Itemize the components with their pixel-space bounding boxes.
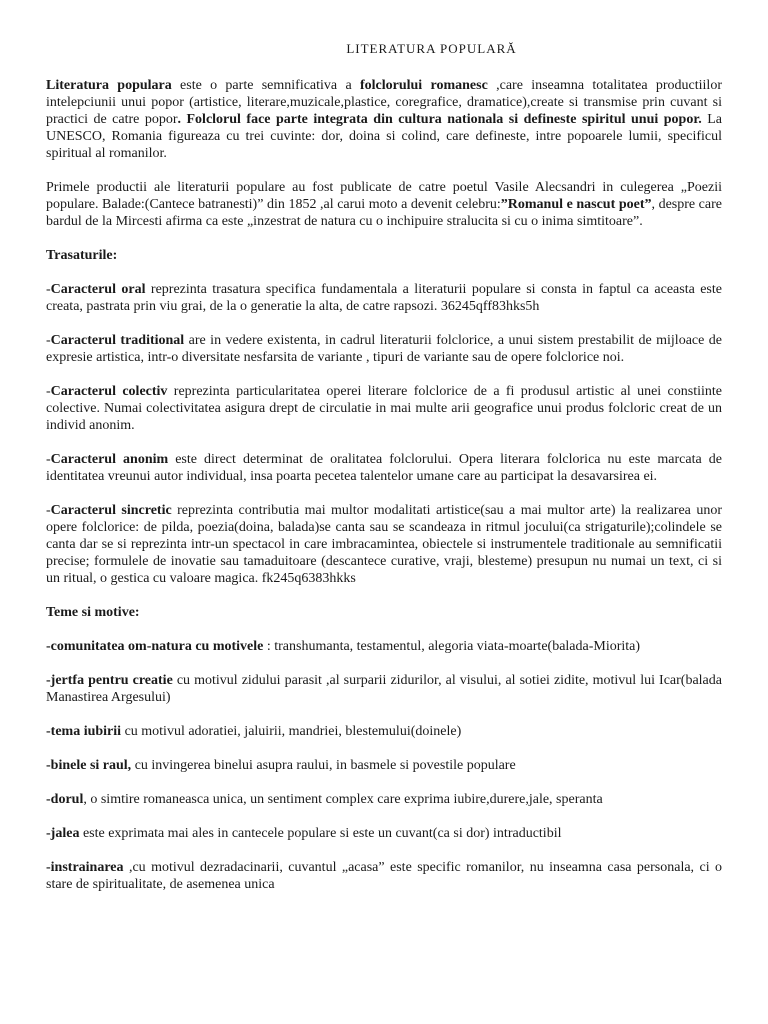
theme-item: -comunitatea om-natura cu motivele : transhumanta, testamentul, alegoria viata-moarte(balada-Miorita)	[46, 639, 641, 654]
theme-text: cu motivul zidului parasit ,al surparii zidurilor, al visului, al sotiei zidite, motivul lui Icar(balada Manastirea Argesului)	[46, 673, 722, 705]
page-title: LITERATURA POPULARĂ	[346, 41, 517, 56]
theme-text: : transhumanta, testamentul, alegoria viata-moarte(balada-Miorita)	[263, 639, 641, 654]
trait-item: -Caracterul colectiv reprezinta particularitatea operei literare folclorice de a fi produsul artistic al unei constiinte colective. Numai colectivitatea asigura drept de circulatie in mai multe arii geografice unui produs folcloric creat de un individ anonim.	[46, 384, 722, 433]
trait-label: Caracterul traditional	[50, 333, 185, 348]
themes-heading-text: Teme si motive:	[46, 605, 140, 620]
traits-heading-text: Trasaturile:	[46, 248, 118, 263]
theme-text: cu motivul adoratiei, jaluirii, mandriei, blestemului(doinele)	[121, 724, 462, 739]
theme-label: jalea	[50, 826, 80, 841]
trait-text: are in vedere existenta, in cadrul literaturii folclorice, a unui sistem prestabilit de mijloace de expresie artistica, intr-o diversitate nesfarsita de variante , tipuri de variante sau de opere folclorice noi.	[46, 333, 722, 365]
themes-heading	[46, 604, 722, 621]
theme-label: jertfa pentru creatie	[50, 673, 173, 688]
theme-text: cu invingerea binelui asupra raului, in basmele si povestile populare	[131, 758, 516, 773]
theme-item: -instrainarea ,cu motivul dezradacinarii, cuvantul „acasa” este specific romanilor, nu inseamna casa personala, ci o stare de spiritualitate, de asemenea unica	[46, 860, 722, 892]
intro-text-1: este o parte semnificativa a	[171, 78, 360, 93]
theme-item: -dorul, o simtire romaneasca unica, un sentiment complex care exprima iubire,durere,jale, speranta	[46, 792, 603, 807]
intro-bold-3: . Folclorul face parte integrata din cultura nationala si defineste spiritul unui popor.	[177, 112, 702, 127]
theme-label: comunitatea om-natura cu motivele	[50, 639, 264, 654]
trait-text: reprezinta particularitatea operei literare folclorice de a fi produsul artistic al unei constiinte colective. Numai colectivitatea asigura drept de circulatie in mai multe arii geografice unui produs folcloric creat de un individ anonim.	[46, 384, 722, 433]
theme-text: , o simtire romaneasca unica, un sentiment complex care exprima iubire,durere,jale, speranta	[83, 792, 603, 807]
intro-text-3: La UNESCO, Romania figureaza cu trei cuvinte: dor, doina si colind, care defineste, intre popoarele lumii, specificul spiritual al romanilor.	[46, 112, 723, 161]
theme-item: -jertfa pentru creatie cu motivul zidului parasit ,al surparii zidurilor, al visului, al sotiei zidite, motivul lui Icar(balada Manastirea Argesului)	[46, 673, 722, 705]
trait-label: Caracterul anonim	[50, 452, 169, 467]
theme-text: este exprimata mai ales in cantecele populare si este un cuvant(ca si dor) intraductibil	[79, 826, 562, 841]
alecsandri-paragraph	[46, 179, 722, 230]
trait-item: -Caracterul sincretic reprezinta contributia mai multor modalitati artistice(sau a mai multor arte) la realizarea unor opere folclorice: de pilda, poezia(doina, balada)se canta sau se scandeaza in ritmul jocului(ca strigaturile);colindele se canta dar se si reprezinta intr-un spectacol in care imbracamintea, obiectele si instrumentele traditionale au semnificatii precise; formulele de inovatie sau tamaduitoare (descantece curative, vraji, blesteme) presupun nu numai un text, ci si un ritual, o gestica cu valoare magica. fk245q6383hkks	[46, 503, 722, 586]
theme-item: -binele si raul, cu invingerea binelui asupra raului, in basmele si povestile populare	[46, 758, 516, 773]
trait-item: -Caracterul anonim este direct determinat de oralitatea folclorului. Opera literara folclorica nu este marcata de identitatea vreunui autor individual, insa poarta pecetea talentelor umane care au participat la desavarsirea ei.	[46, 452, 722, 484]
theme-text: ,cu motivul dezradacinarii, cuvantul „acasa” este specific romanilor, nu inseamna casa personala, ci o stare de spiritualitate, de asemenea unica	[46, 860, 722, 892]
theme-item: -tema iubirii cu motivul adoratiei, jaluirii, mandriei, blestemului(doinele)	[46, 724, 462, 739]
theme-label: binele si raul,	[50, 758, 132, 773]
intro-bold-2: folclorului romanesc	[359, 78, 488, 93]
trait-text: reprezinta contributia mai multor modalitati artistice(sau a mai multor arte) la realizarea unor opere folclorice: de pilda, poezia(doina, balada)se canta sau se scandeaza in ritmul jocului(ca strigaturile);colindele se canta dar se si reprezinta intr-un spectacol in care imbracamintea, obiectele si instrumentele traditionale au semnificatii precise; formulele de inovatie sau tamaduitoare (descantece curative, vraji, blesteme) presupun nu numai un text, ci si un ritual, o gestica cu valoare magica. fk245q6383hkks	[46, 503, 722, 586]
intro-bold-1: Literatura populara	[46, 78, 172, 93]
alecsandri-motto: ”Romanul e nascut poet”	[500, 197, 652, 212]
theme-item: -jalea este exprimata mai ales in cantecele populare si este un cuvant(ca si dor) intraductibil	[46, 826, 562, 841]
trait-label: Caracterul sincretic	[50, 503, 172, 518]
intro-paragraph	[46, 77, 722, 162]
traits-heading	[46, 247, 722, 264]
trait-text: este direct determinat de oralitatea folclorului. Opera literara folclorica nu este marcata de identitatea vreunui autor individual, insa poarta pecetea talentelor umane care au participat la desavarsirea ei.	[46, 452, 722, 484]
trait-label: Caracterul colectiv	[50, 384, 168, 399]
trait-label: Caracterul oral	[50, 282, 146, 297]
intro-text-2: ,care inseamna totalitatea productiilor intelepciunii unui popor (artistice, literare,muzicale,plastice, coregrafice, dramatice),create si transmise prin cuvant si practici de catre popor	[46, 78, 722, 127]
theme-label: instrainarea	[50, 860, 124, 875]
trait-item: -Caracterul oral reprezinta trasatura specifica fundamentala a literaturii populare si consta in faptul ca aceasta este creata, pastrata prin viu grai, de la o generatie la alta, de catre rapsozi. 36245qff83hks5h	[46, 282, 722, 314]
theme-label: tema iubirii	[50, 724, 122, 739]
theme-label: dorul	[50, 792, 84, 807]
alecsandri-text-2: , despre care bardul de la Mircesti afirma ca este „inzestrat de natura cu o inchipuire stralucita si cu o inima simtitoare”.	[46, 197, 722, 229]
trait-text: reprezinta trasatura specifica fundamentala a literaturii populare si consta in faptul ca aceasta este creata, pastrata prin viu grai, de la o generatie la alta, de catre rapsozi. 36245qff83hks5h	[46, 282, 722, 314]
trait-item: -Caracterul traditional are in vedere existenta, in cadrul literaturii folclorice, a unui sistem prestabilit de mijloace de expresie artistica, intr-o diversitate nesfarsita de variante , tipuri de variante sau de opere folclorice noi.	[46, 333, 722, 365]
alecsandri-text-1: Primele productii ale literaturii populare au fost publicate de catre poetul Vasile Alecsandri in culegerea „Poezii populare. Balade:(Cantece batranesti)” din 1852 ,al carui moto a devenit celebru:	[46, 180, 722, 212]
